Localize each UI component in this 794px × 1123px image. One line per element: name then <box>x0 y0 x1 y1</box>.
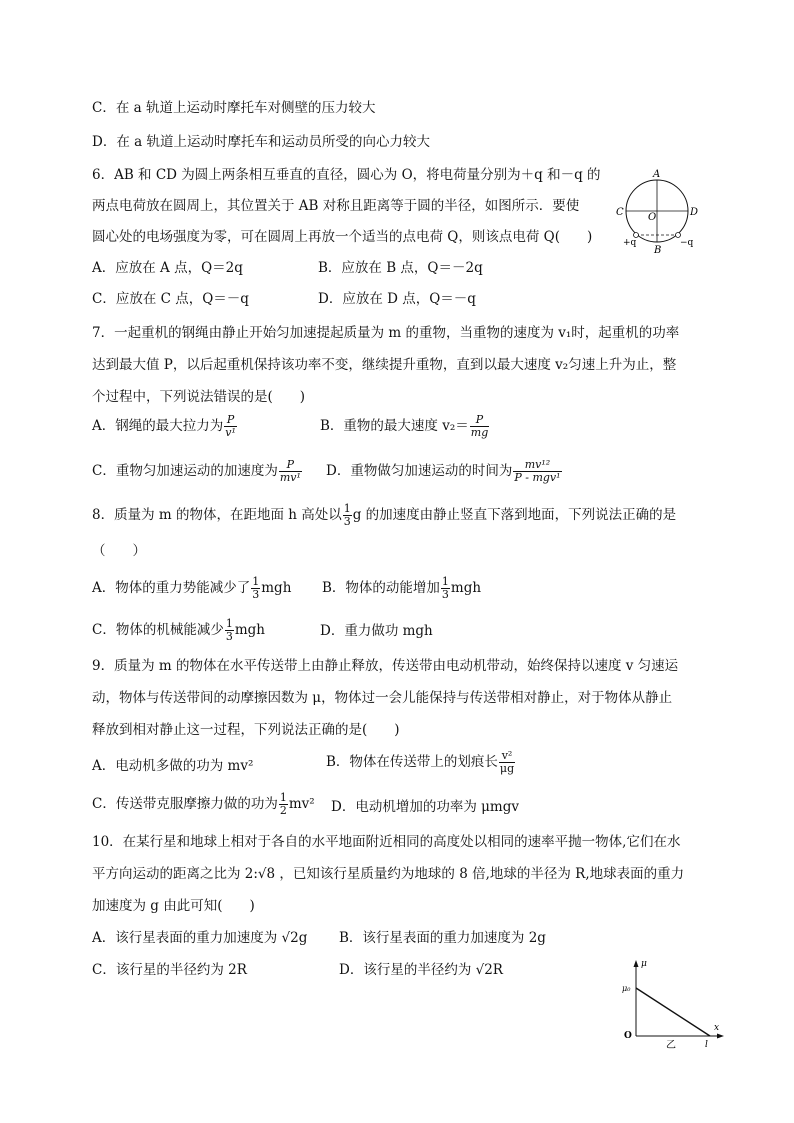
label-c: C <box>616 207 624 218</box>
label-minus-q: −q <box>680 238 694 248</box>
q9-option-a: A．电动机多做的功为 mv² <box>92 758 254 774</box>
q7-option-c: C．重物匀加速运动的加速度为 $\frac{P}{\text{mv¹}}$ <box>92 458 301 484</box>
q6-stem-line3: 圆心处的电场强度为零，可在圆周上再放一个适当的点电荷 Q，则该点电荷 Q( ) <box>92 229 593 245</box>
mu-x-graph <box>614 956 728 1050</box>
q7-stem-line3: 个过程中，下列说法错误的是( ) <box>92 389 306 405</box>
label-mu0: μ₀ <box>622 984 631 993</box>
q8-option-b: B．物体的动能增加 $\frac{1}{3}$ mgh <box>322 575 482 601</box>
axis-label-x: x <box>714 1023 720 1033</box>
label-l: l <box>705 1040 708 1050</box>
graph-caption: 乙 <box>666 1040 676 1050</box>
label-b: B <box>654 245 662 256</box>
q10-option-b: B．该行星表面的重力加速度为 2g <box>339 930 546 946</box>
q7-stem-line1: 7．一起重机的钢绳由静止开始匀加速提起质量为 m 的重物，当重物的速度为 v₁时，起重机的功率 <box>92 325 680 341</box>
q6-stem-line2: 两点电荷放在圆周上，其位置关于 AB 对称且距离等于圆的半径，如图所示．要使 <box>92 198 580 214</box>
axis-label-mu: μ <box>641 959 647 969</box>
q6-option-d: D．应放在 D 点，Q＝－q <box>318 291 476 307</box>
q7-option-b: B．重物的最大速度 v₂＝ $\frac{P}{mg}$ <box>320 413 489 439</box>
q5-option-d: D．在 a 轨道上运动时摩托车和运动员所受的向心力较大 <box>92 134 430 150</box>
q10-stem-line3: 加速度为 g 由此可知( ) <box>92 898 255 914</box>
q6-option-a: A．应放在 A 点，Q＝2q <box>92 260 243 276</box>
q7-option-d: D．重物做匀加速运动的时间为 $\frac{\text{mv¹²}}{\text{P - mgv¹}}$ <box>326 458 561 484</box>
q6-option-b: B．应放在 B 点，Q＝－2q <box>318 260 483 276</box>
label-d: D <box>690 207 699 218</box>
label-origin: O <box>624 1031 632 1041</box>
q9-stem-line3: 释放到相对静止这一过程，下列说法正确的是( ) <box>92 722 400 738</box>
q10-stem-line2: 平方向运动的距离之比为 2:√8 ，已知该行星质量约为地球的 8 倍,地球的半径为 R,地球表面的重力 <box>92 866 685 882</box>
q10-stem-line1: 10．在某行星和地球上相对于各自的水平地面附近相同的高度处以相同的速率平抛一物体,它们在水 <box>92 834 681 850</box>
q8-stem-line1: 8．质量为 m 的物体，在距地面 h 高处以 $\frac{1}{3}$ g 的加速度由静止竖直下落到地面，下列说法正确的是 <box>92 502 677 528</box>
label-o: O <box>648 212 657 223</box>
q8-stem-line2: （ ） <box>92 543 146 559</box>
q9-option-d: D．电动机增加的功率为 μmgv <box>331 799 519 815</box>
q10-option-c: C．该行星的半径约为 2R <box>92 962 247 978</box>
q6-circle-figure <box>612 164 712 256</box>
q7-stem-line2: 达到最大值 P，以后起重机保持该功率不变，继续提升重物，直到以最大速度 v₂匀速上升为止，整 <box>92 357 677 373</box>
q9-stem-line2: 动，物体与传送带间的动摩擦因数为 μ，物体过一会儿能保持与传送带相对静止，对于物体从静止 <box>92 690 673 706</box>
q10-option-d: D．该行星的半径约为 √2R <box>339 962 503 978</box>
q6-stem-line1: 6．AB 和 CD 为圆上两条相互垂直的直径，圆心为 O，将电荷量分别为＋q 和－q 的 <box>92 167 601 183</box>
q5-option-c: C．在 a 轨道上运动时摩托车对侧壁的压力较大 <box>92 100 376 116</box>
q8-option-d: D．重力做功 mgh <box>320 623 433 639</box>
q8-option-a: A．物体的重力势能减少了 $\frac{1}{3}$ mgh <box>92 575 292 601</box>
q9-option-c: C．传送带克服摩擦力做的功为 $\frac{1}{2}$ mv² <box>92 791 315 817</box>
q8-option-c: C．物体的机械能减少 $\frac{1}{3}$ mgh <box>92 617 265 643</box>
q9-option-b: B．物体在传送带上的划痕长 $\frac{\text{v²}}{\mu g}$ <box>326 749 515 775</box>
q9-stem-line1: 9．质量为 m 的物体在水平传送带上由静止释放，传送带由电动机带动，始终保持以速度 v 匀速运 <box>92 658 679 674</box>
q7-option-a: A．钢绳的最大拉力为 $\frac{P}{\text{v¹}}$ <box>92 413 236 439</box>
label-a: A <box>653 169 661 180</box>
q6-option-c: C．应放在 C 点，Q＝－q <box>92 291 249 307</box>
label-plus-q: +q <box>623 238 637 248</box>
q10-option-a: A．该行星表面的重力加速度为 √2g <box>92 930 308 946</box>
